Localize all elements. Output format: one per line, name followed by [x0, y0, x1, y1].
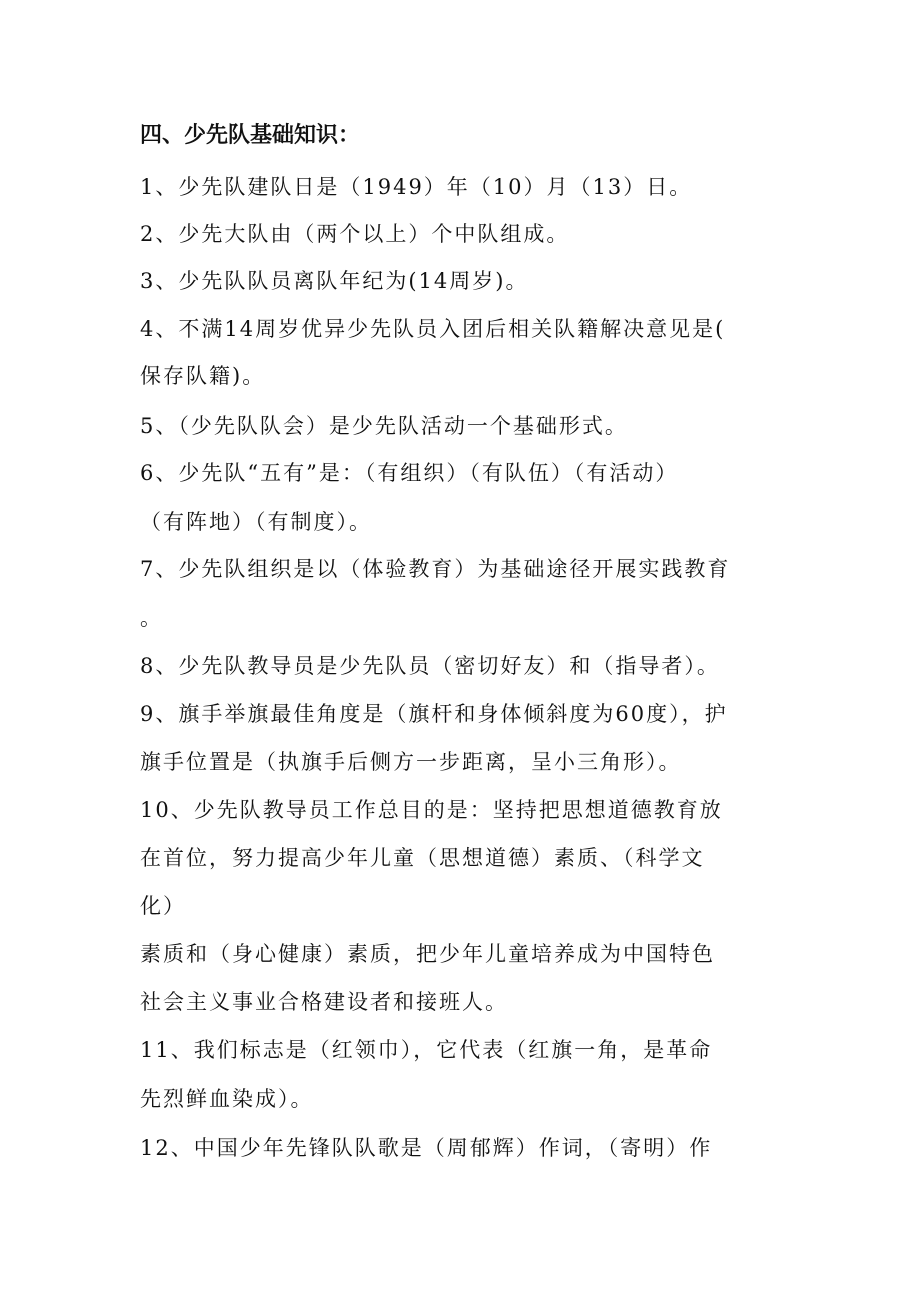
- text-line: 11、我们标志是（红领巾），它代表（红旗一角，是革命: [140, 1038, 713, 1062]
- text-line: 。: [140, 606, 163, 630]
- text-line: 12、中国少年先锋队队歌是（周郁辉）作词，（寄明）作: [140, 1136, 713, 1160]
- section-heading: 四、少先队基础知识：: [140, 123, 361, 148]
- text-line: 7、少先队组织是以（体验教育）为基础途径开展实践教育: [140, 557, 731, 581]
- text-line: 6、少先队“五有”是：（有组织）（有队伍）（有活动）: [140, 461, 679, 485]
- text-line: 旗手位置是（执旗手后侧方一步距离，呈小三角形）。: [140, 750, 682, 774]
- text-line: 2、少先大队由（两个以上）个中队组成。: [140, 222, 570, 246]
- text-line: 10、少先队教导员工作总目的是：坚持把思想道德教育放: [140, 798, 723, 822]
- text-line: 素质和（身心健康）素质，把少年儿童培养成为中国特色: [140, 942, 715, 966]
- text-line: 4、不满14周岁优异少先队员入团后相关队籍解决意见是(: [140, 317, 726, 341]
- text-line: 在首位，努力提高少年儿童（思想道德）素质、（科学文: [140, 846, 705, 870]
- text-line: 保存队籍)。: [140, 364, 266, 388]
- text-line: 8、少先队教导员是少先队员（密切好友）和（指导者）。: [140, 654, 720, 678]
- text-line: 9、旗手举旗最佳角度是（旗杆和身体倾斜度为60度），护: [140, 702, 728, 726]
- text-line: 5、（少先队队会）是少先队活动一个基础形式。: [140, 414, 628, 438]
- text-line: 先烈鲜血染成）。: [140, 1087, 314, 1111]
- text-line: 化）: [140, 894, 186, 918]
- text-line: 社会主义事业合格建设者和接班人。: [140, 990, 508, 1014]
- text-line: 3、少先队队员离队年纪为(14周岁)。: [140, 269, 529, 293]
- text-line: 1、少先队建队日是（1949）年（10）月（13）日。: [140, 175, 693, 199]
- text-line: （有阵地）（有制度）。: [140, 510, 372, 534]
